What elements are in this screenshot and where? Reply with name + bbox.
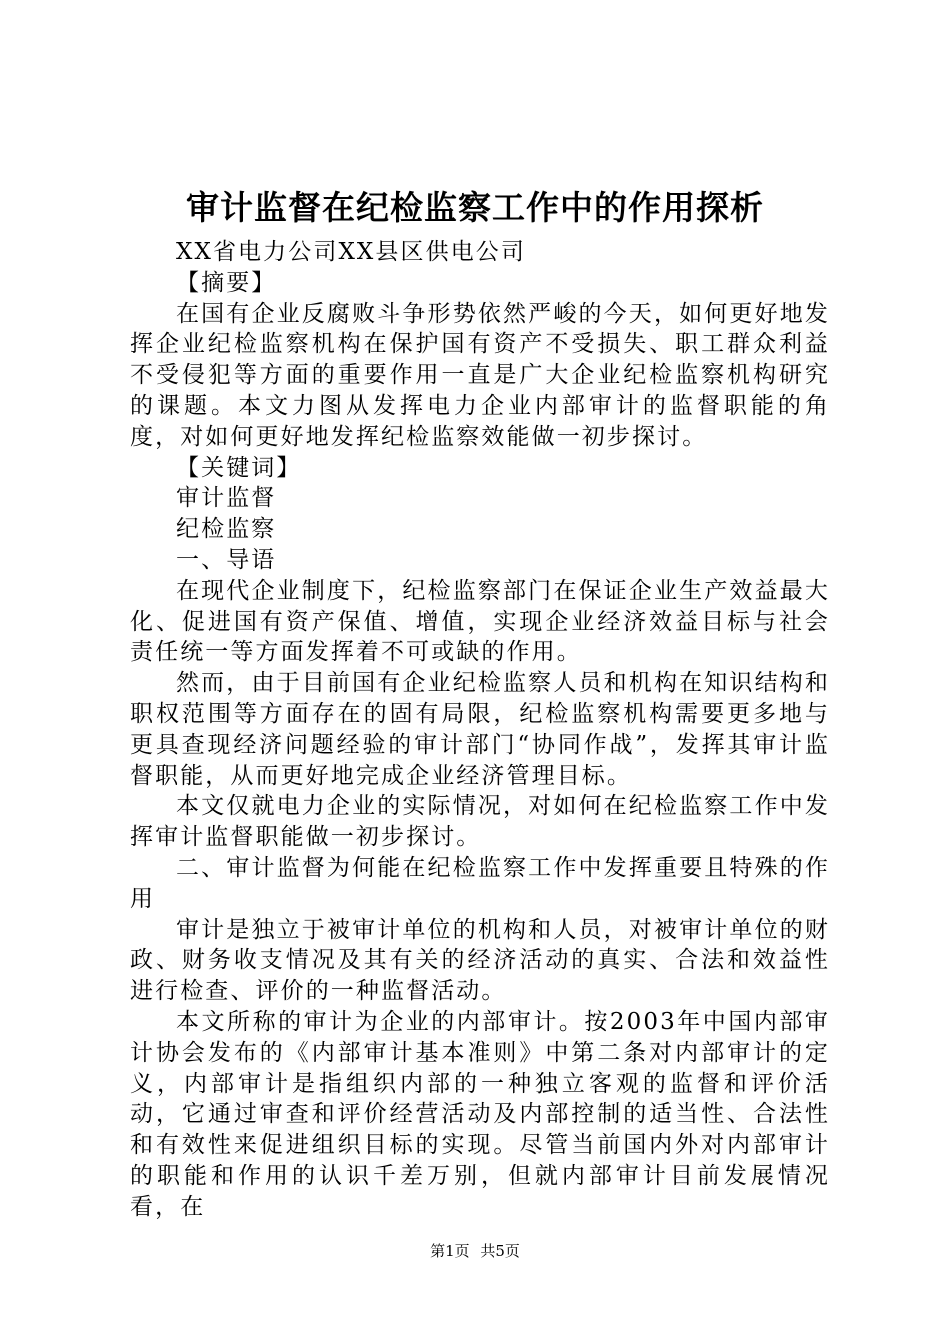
page-total: 共5页 xyxy=(480,1242,520,1260)
body-paragraph: 审计是独立于被审计单位的机构和人员，对被审计单位的财政、财务收支情况及其有关的经济活动的真实、合法和效益性进行检查、评价的一种监督活动。 xyxy=(130,916,830,1005)
abstract-paragraph: 在国有企业反腐败斗争形势依然严峻的今天，如何更好地发挥企业纪检监察机构在保护国有资产不受损失、职工群众利益不受侵犯等方面的重要作用一直是广大企业纪检监察机构研究的课题。本文力图从发挥电力企业内部审计的监督职能的角度，对如何更好地发挥纪检监察效能做一初步探讨。 xyxy=(130,300,830,450)
page-number: 第1页 xyxy=(430,1242,470,1260)
section-heading-intro: 一、导语 xyxy=(176,546,277,573)
body-paragraph: 本文所称的审计为企业的内部审计。按2003年中国内部审计协会发布的《内部审计基本准则》中第二条对内部审计的定义，内部审计是指组织内部的一种独立客观的监督和评价活动，它通过审查和评价经营活动及内部控制的适当性、合法性和有效性来促进组织目标的实现。尽管当前国内外对内部审计的职能和作用的认识千差万别，但就内部审计目前发展情况看，在 xyxy=(130,1008,830,1220)
abstract-heading: 【摘要】 xyxy=(176,269,277,296)
body-paragraph: 在现代企业制度下，纪检监察部门在保证企业生产效益最大化、促进国有资产保值、增值，实现企业经济效益目标与社会责任统一等方面发挥着不可或缺的作用。 xyxy=(130,577,830,666)
document-body xyxy=(130,237,830,1223)
section-heading-two: 二、审计监督为何能在纪检监察工作中发挥重要且特殊的作用 xyxy=(130,854,830,912)
keyword-item: 审计监督 xyxy=(176,485,277,512)
body-paragraph: 本文仅就电力企业的实际情况，对如何在纪检监察工作中发挥审计监督职能做一初步探讨。 xyxy=(130,793,830,851)
keyword-item: 纪检监察 xyxy=(176,516,277,543)
body-paragraph: 然而，由于目前国有企业纪检监察人员和机构在知识结构和职权范围等方面存在的固有局限，纪检监察机构需要更多地与更具查现经济问题经验的审计部门“协同作战”，发挥其审计监督职能，从而更好地完成企业经济管理目标。 xyxy=(130,670,830,789)
keywords-heading: 【关键词】 xyxy=(176,454,302,481)
page-footer xyxy=(0,1241,950,1261)
document-title: 审计监督在纪检监察工作中的作用探析 xyxy=(186,188,764,227)
author-line: XX省电力公司XX县区供电公司 xyxy=(176,239,526,265)
